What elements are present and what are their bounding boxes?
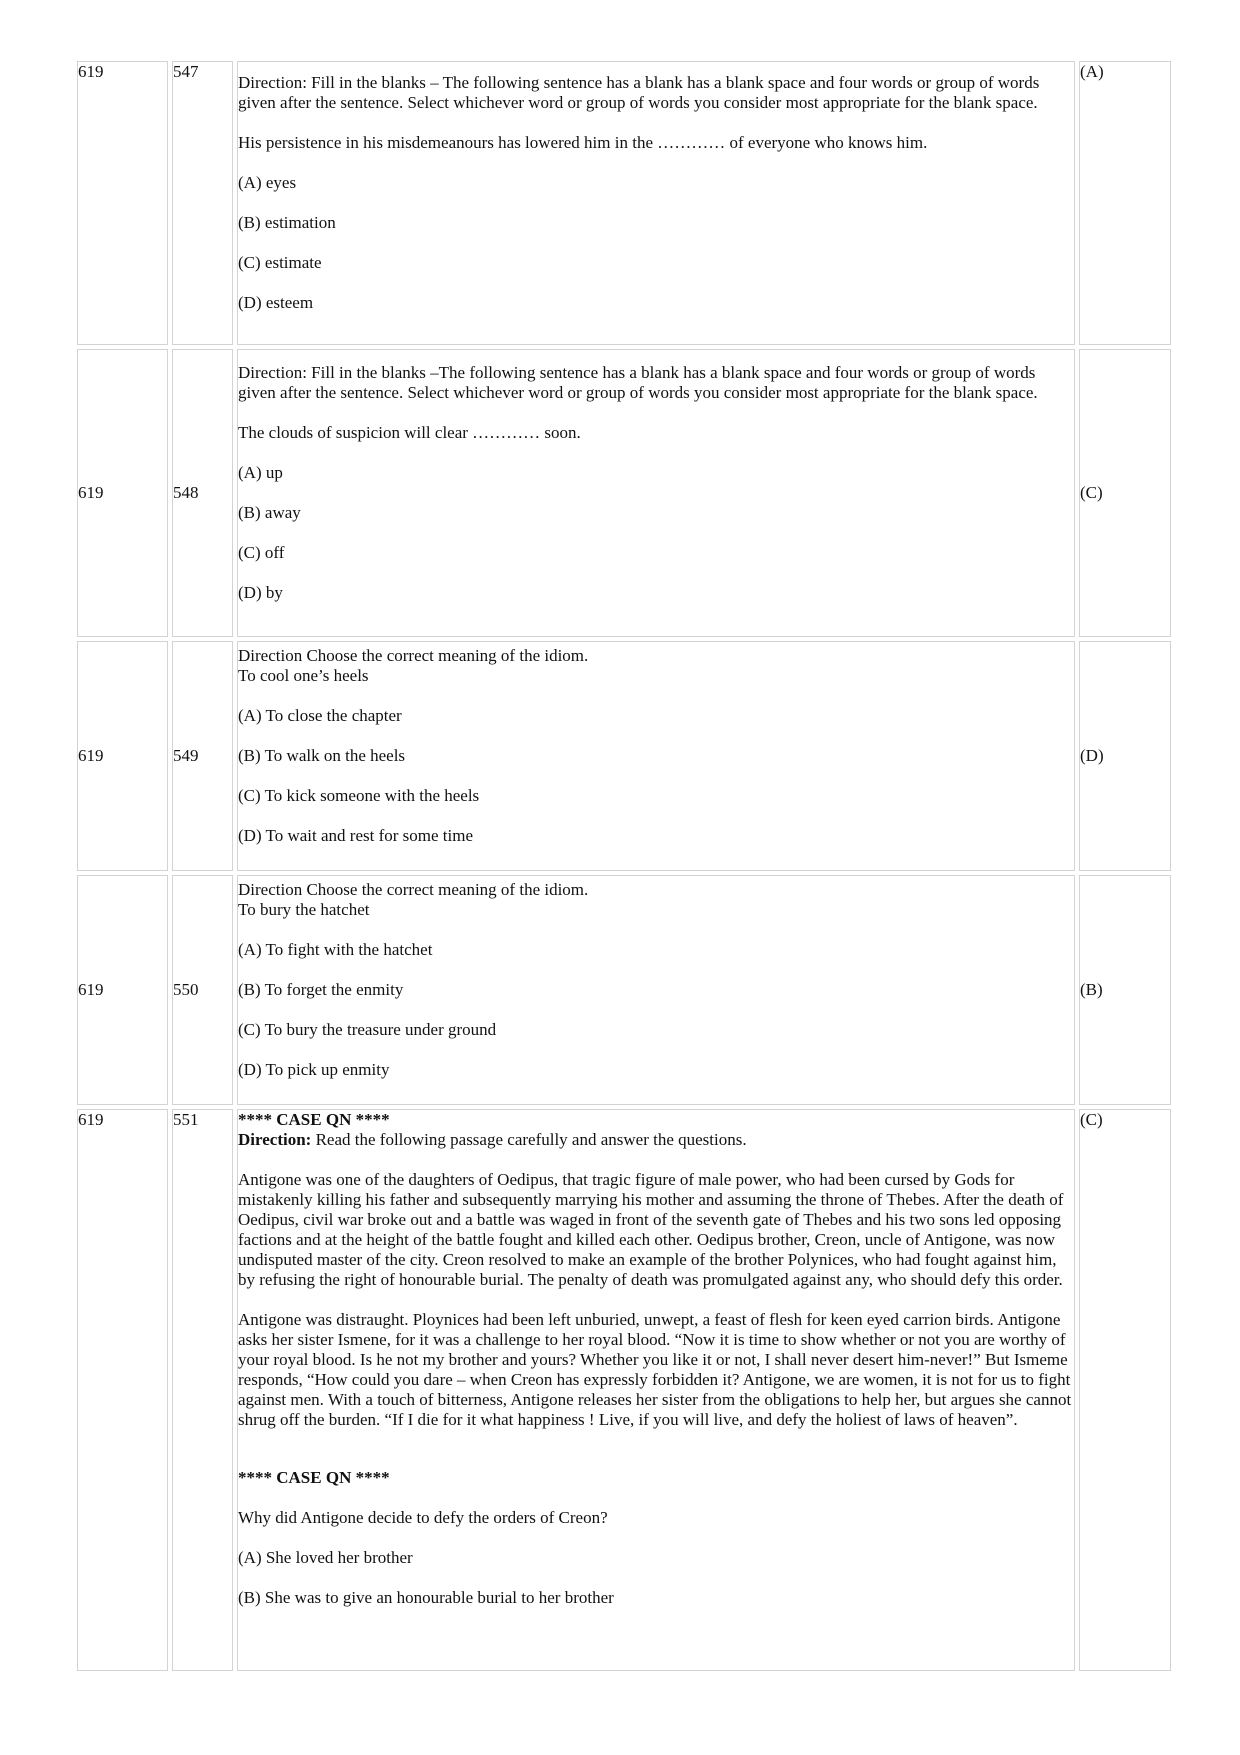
question-number-cell: 548 [172, 349, 233, 637]
option-d: (D) by [238, 583, 283, 602]
option-a: (A) To close the chapter [238, 706, 402, 725]
idiom-text: To bury the hatchet [238, 900, 370, 919]
direction-text: Direction: Fill in the blanks – The following sentence has a blank has a blank space and four words or group of words given after the sentence. Select whichever word or group of words you consider most appropriate for the blank space. [238, 73, 1040, 112]
question-table [73, 57, 1175, 1675]
paper-code-cell: 619 [77, 349, 168, 637]
option-a: (A) To fight with the hatchet [238, 940, 433, 959]
paper-code-cell: 619 [77, 641, 168, 871]
question-cell [237, 1109, 1075, 1671]
table-row [77, 349, 1171, 637]
answer-cell: (A) [1079, 61, 1171, 345]
option-d: (D) esteem [238, 293, 314, 312]
direction-line [238, 1130, 1074, 1150]
option-b: (B) To forget the enmity [238, 980, 404, 999]
question-text: The clouds of suspicion will clear ………… soon. [238, 423, 581, 442]
case-header: **** CASE QN **** [238, 1468, 390, 1487]
option-d: (D) To wait and rest for some time [238, 826, 474, 845]
option-a: (A) She loved her brother [238, 1548, 413, 1567]
direction-text: Direction Choose the correct meaning of the idiom. [238, 880, 589, 899]
question-text: His persistence in his misdemeanours has lowered him in the ………… of everyone who knows him. [238, 133, 928, 152]
idiom-text: To cool one’s heels [238, 666, 369, 685]
question-cell [237, 349, 1075, 637]
option-b: (B) To walk on the heels [238, 746, 406, 765]
option-b: (B) She was to give an honourable burial to her brother [238, 1588, 614, 1607]
direction-label: Direction: [238, 1130, 312, 1149]
passage-paragraph: Antigone was distraught. Ploynices had been left unburied, unwept, a feast of flesh for keen eyed carrion birds. Antigone asks her sister Ismene, for it was a challenge to her royal blood. “Now it is time to show whether or not you are worthy of your royal blood. Is he not my brother and yours? Whether you like it or not, I shall never desert him-never!” But Ismeme responds, “How could you dare – when Creon has expressly forbidden it? Antigone, we are women, it is not for us to fight against men. With a touch of bitterness, Antigone releases her sister from the obligations to help her, but argues she cannot shrug off the burden. “If I die for it what happiness ! Live, if you will live, and defy the holiest of laws of heaven”. [238, 1310, 1072, 1429]
question-number-cell: 549 [172, 641, 233, 871]
option-b: (B) estimation [238, 213, 336, 232]
passage-paragraph: Antigone was one of the daughters of Oedipus, that tragic figure of male power, who had been cursed by Gods for mistakenly killing his father and subsequently marrying his mother and assuming the throne of Thebes. After the death of Oedipus, civil war broke out and a battle was waged in front of the seventh gate of Thebes and his two sons led opposing factions and at the height of the battle fought and killed each other. Oedipus brother, Creon, uncle of Antigone, was now undisputed master of the city. Creon resolved to make an example of the brother Polynices, who had fought against him, by refusing the right of honourable burial. The penalty of death was promulgated against any, who should defy this order. [238, 1170, 1064, 1289]
question-cell [237, 641, 1075, 871]
paper-code-cell: 619 [77, 1109, 168, 1671]
table-row [77, 875, 1171, 1105]
table-row [77, 641, 1171, 871]
direction-text: Direction: Fill in the blanks –The following sentence has a blank has a blank space and four words or group of words given after the sentence. Select whichever word or group of words you consider most appropriate for the blank space. [238, 363, 1038, 402]
direction-text: Direction Choose the correct meaning of the idiom. [238, 646, 589, 665]
option-c: (C) To bury the treasure under ground [238, 1020, 497, 1039]
option-c: (C) off [238, 543, 285, 562]
question-text: Why did Antigone decide to defy the orders of Creon? [238, 1508, 608, 1527]
case-header: **** CASE QN **** [238, 1110, 390, 1129]
paper-code-cell: 619 [77, 61, 168, 345]
answer-cell: (C) [1079, 349, 1171, 637]
question-cell [237, 61, 1075, 345]
answer-cell: (C) [1079, 1109, 1171, 1671]
answer-cell: (B) [1079, 875, 1171, 1105]
table-row [77, 1109, 1171, 1671]
question-number-cell: 550 [172, 875, 233, 1105]
option-c: (C) To kick someone with the heels [238, 786, 480, 805]
option-a: (A) eyes [238, 173, 297, 192]
table-row [77, 61, 1171, 345]
question-cell [237, 875, 1075, 1105]
option-d: (D) To pick up enmity [238, 1060, 390, 1079]
option-b: (B) away [238, 503, 301, 522]
option-a: (A) up [238, 463, 283, 482]
paper-code-cell: 619 [77, 875, 168, 1105]
direction-text: Read the following passage carefully and answer the questions. [311, 1130, 747, 1149]
answer-cell: (D) [1079, 641, 1171, 871]
option-c: (C) estimate [238, 253, 322, 272]
question-number-cell: 547 [172, 61, 233, 345]
question-number-cell: 551 [172, 1109, 233, 1671]
